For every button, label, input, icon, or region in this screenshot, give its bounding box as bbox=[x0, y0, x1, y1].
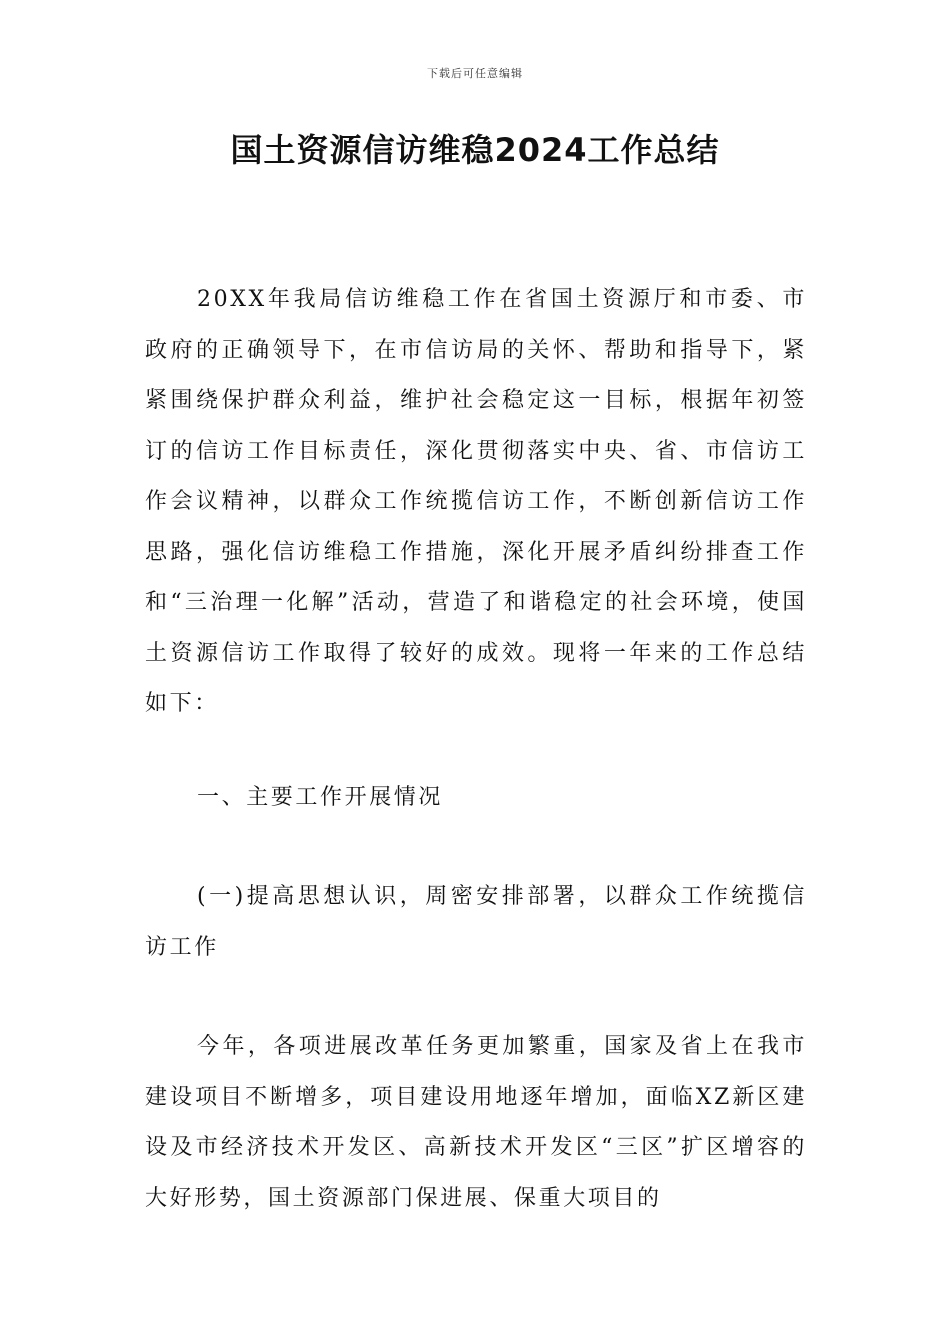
subsection-heading: (一)提高思想认识，周密安排部署，以群众工作统揽信访工作 bbox=[145, 884, 807, 960]
intro-paragraph: 20XX年我局信访维稳工作在省国土资源厅和市委、市政府的正确领导下，在市信访局的关怀、帮助和指导下，紧紧围绕保护群众利益，维护社会稳定这一目标，根据年初签订的信访工作目标责任，深化贯彻落实中央、省、市信访工作会议精神，以群众工作统揽信访工作，不断创新信访工作思路，强化信访维稳工作措施，深化开展矛盾纠纷排查工作和“三治理一化解”活动，营造了和谐稳定的社会环境，使国土资源信访工作取得了较好的成效。现将一年来的工作总结如下： bbox=[145, 287, 807, 716]
document-title: 国土资源信访维稳2024工作总结 bbox=[230, 131, 720, 169]
header-note: 下载后可任意编辑 bbox=[427, 67, 523, 80]
section-heading: 一、主要工作开展情况 bbox=[197, 785, 444, 810]
body-paragraph: 今年，各项进展改革任务更加繁重，国家及省上在我市建设项目不断增多，项目建设用地逐年增加，面临XZ新区建设及市经济技术开发区、高新技术开发区“三区”扩区增容的大好形势，国土资源部门保进展、保重大项目的 bbox=[145, 1034, 807, 1211]
